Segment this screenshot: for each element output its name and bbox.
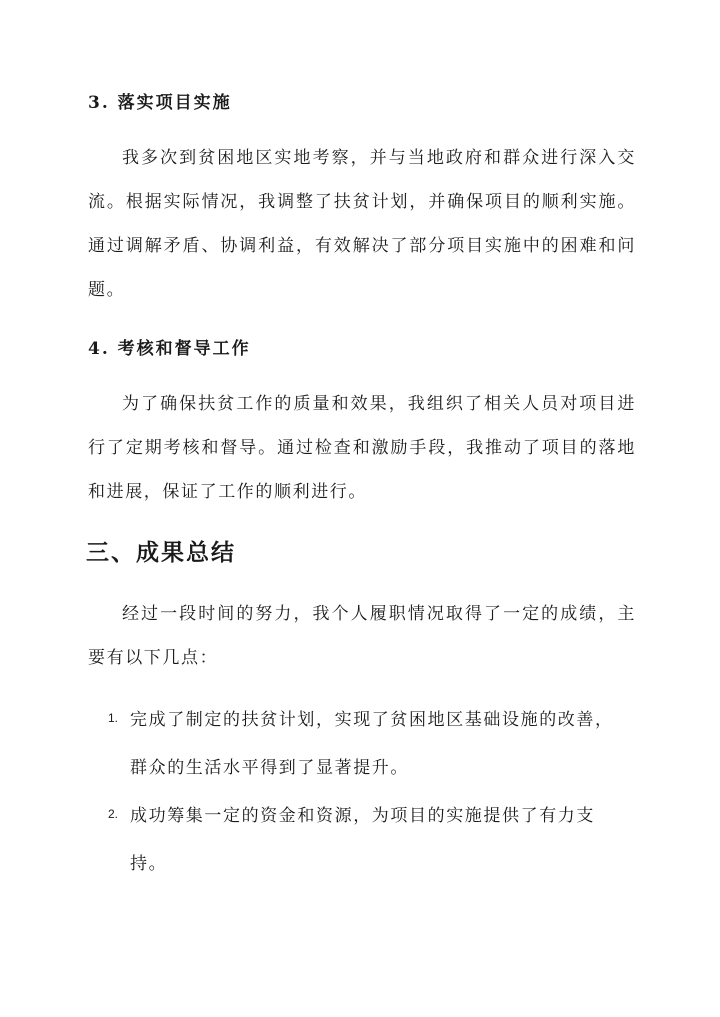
summary-intro: 经过一段时间的努力，我个人履职情况取得了一定的成绩，主要有以下几点：	[88, 604, 636, 668]
section-3-paragraph: 我多次到贫困地区实地考察，并与当地政府和群众进行深入交流。根据实际情况，我调整了扶贫计划，并确保项目的顺利实施。通过调解矛盾、协调利益，有效解决了部分项目实施中的困难和问题。	[88, 148, 636, 300]
section-heading-4: 4. 考核和督导工作	[88, 339, 251, 359]
list-item	[108, 696, 628, 792]
list-item	[108, 792, 628, 888]
list-item-text: 成功筹集一定的资金和资源，为项目的实施提供了有力支持。	[130, 806, 595, 874]
section-heading-3: 3. 落实项目实施	[88, 93, 232, 113]
summary-title: 三、成果总结	[86, 539, 236, 566]
list-item-number: 1.	[108, 711, 119, 725]
list-item-text: 完成了制定的扶贫计划，实现了贫困地区基础设施的改善，群众的生活水平得到了显著提升。	[130, 710, 614, 778]
list-item-number: 2.	[108, 807, 119, 821]
section-4-paragraph: 为了确保扶贫工作的质量和效果，我组织了相关人员对项目进行了定期考核和督导。通过检查和激励手段，我推动了项目的落地和进展，保证了工作的顺利进行。	[88, 394, 636, 502]
